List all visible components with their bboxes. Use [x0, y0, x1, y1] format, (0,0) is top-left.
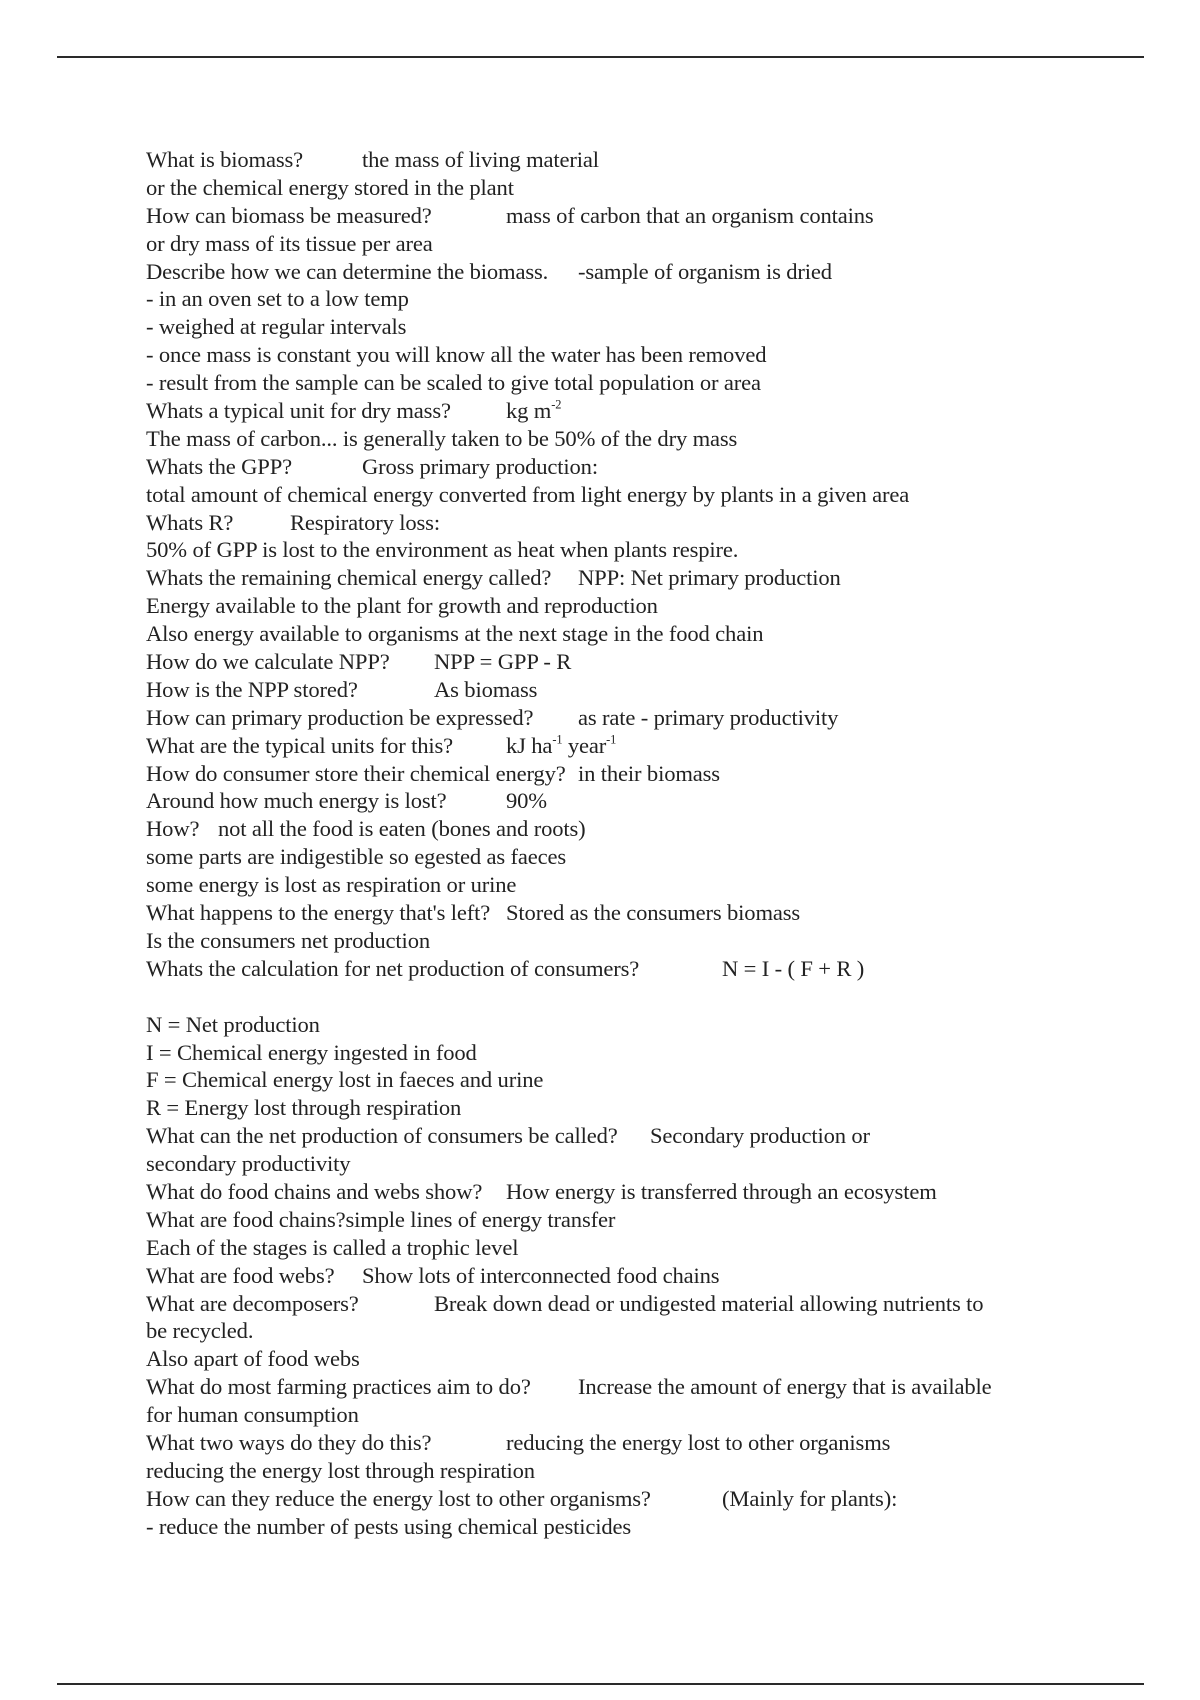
note-text: 50% of GPP is lost to the environment as heat when plants respire. [146, 537, 739, 563]
note-line [146, 815, 1146, 843]
answer-text [506, 397, 561, 425]
note-line [146, 230, 1146, 258]
note-text: or dry mass of its tissue per area [146, 230, 433, 256]
note-line [146, 1457, 1146, 1485]
note-line [146, 592, 1146, 620]
note-line [146, 453, 1146, 481]
answer-text [578, 704, 838, 732]
answer-text [578, 1373, 991, 1401]
answer-value: -sample of organism is dried [578, 258, 832, 284]
note-line [146, 313, 1146, 341]
note-line [146, 1317, 1146, 1345]
note-text: - result from the sample can be scaled to give total population or area [146, 370, 761, 396]
notes-body [146, 146, 1146, 1541]
note-line [146, 1206, 1146, 1234]
note-text: - in an oven set to a low temp [146, 286, 409, 312]
note-text: Each of the stages is called a trophic level [146, 1234, 519, 1260]
unit-exponent: -2 [551, 397, 562, 412]
note-line [146, 843, 1146, 871]
answer-value: Increase the amount of energy that is available [578, 1374, 992, 1400]
footer-rule [57, 1683, 1144, 1685]
answer-value-2: year [562, 732, 607, 758]
answer-value: As biomass [434, 676, 538, 702]
header-rule [57, 56, 1144, 58]
note-text: - reduce the number of pests using chemical pesticides [146, 1513, 632, 1539]
answer-text [578, 258, 832, 286]
answer-value: Break down dead or undigested material allowing nutrients to [434, 1290, 984, 1316]
answer-value: Secondary production or [650, 1123, 870, 1149]
note-line [146, 481, 1146, 509]
question-text: What can the net production of consumers be called? [146, 1123, 618, 1149]
note-text: for human consumption [146, 1402, 359, 1428]
question-text: How can primary production be expressed? [146, 704, 534, 730]
note-text: Also energy available to organisms at the next stage in the food chain [146, 621, 764, 647]
note-line [146, 202, 1146, 230]
answer-value: Gross primary production: [362, 453, 598, 479]
answer-text [290, 509, 440, 537]
answer-text [434, 1290, 983, 1318]
note-line [146, 1513, 1146, 1541]
note-line [146, 1485, 1146, 1513]
answer-value: (Mainly for plants): [722, 1485, 898, 1511]
blank-line [146, 983, 1146, 1011]
note-text: Is the consumers net production [146, 927, 430, 953]
answer-value: as rate - primary productivity [578, 704, 839, 730]
note-text: What are food chains?simple lines of energy transfer [146, 1206, 616, 1232]
note-text: be recycled. [146, 1318, 254, 1344]
note-text: - once mass is constant you will know all the water has been removed [146, 342, 767, 368]
question-text: Whats R? [146, 509, 234, 535]
note-line [146, 648, 1146, 676]
answer-value: Show lots of interconnected food chains [362, 1262, 720, 1288]
note-line [146, 1373, 1146, 1401]
answer-text [362, 453, 598, 481]
answer-text [578, 760, 720, 788]
note-line [146, 397, 1146, 425]
answer-value: 90% [506, 788, 547, 814]
note-line [146, 285, 1146, 313]
note-line [146, 341, 1146, 369]
note-line [146, 1401, 1146, 1429]
note-line [146, 1290, 1146, 1318]
question-text: What are decomposers? [146, 1290, 359, 1316]
question-text: How? [146, 816, 200, 842]
note-line [146, 704, 1146, 732]
unit-exponent: -1 [552, 732, 563, 747]
answer-value: in their biomass [578, 760, 720, 786]
note-line [146, 1429, 1146, 1457]
note-line [146, 369, 1146, 397]
question-text: Whats a typical unit for dry mass? [146, 398, 451, 424]
note-text: The mass of carbon... is generally taken to be 50% of the dry mass [146, 425, 738, 451]
answer-text [578, 564, 841, 592]
note-line [146, 787, 1146, 815]
answer-text [722, 1485, 897, 1513]
note-text: Energy available to the plant for growth and reproduction [146, 593, 658, 619]
note-line [146, 1066, 1146, 1094]
answer-text [434, 648, 571, 676]
answer-text [362, 1262, 719, 1290]
question-text: How can they reduce the energy lost to other organisms? [146, 1485, 651, 1511]
answer-value: N = I - ( F + R ) [722, 955, 865, 981]
note-line [146, 1345, 1146, 1373]
answer-value: the mass of living material [362, 147, 599, 172]
question-text: How can biomass be measured? [146, 202, 432, 228]
question-text: Whats the remaining chemical energy called? [146, 565, 552, 591]
question-text: Around how much energy is lost? [146, 788, 447, 814]
question-text: Whats the calculation for net production of consumers? [146, 955, 640, 981]
note-text: or the chemical energy stored in the plant [146, 174, 514, 200]
answer-text [218, 815, 586, 843]
answer-text [506, 899, 800, 927]
answer-value: How energy is transferred through an ecosystem [506, 1178, 937, 1204]
answer-text [506, 1429, 890, 1457]
answer-text [722, 955, 864, 983]
note-line [146, 174, 1146, 202]
answer-value: mass of carbon that an organism contains [506, 202, 874, 228]
note-line [146, 1122, 1146, 1150]
note-line [146, 425, 1146, 453]
note-line [146, 146, 1146, 174]
note-line [146, 1011, 1146, 1039]
note-line [146, 620, 1146, 648]
answer-value: not all the food is eaten (bones and roots) [218, 816, 586, 842]
note-line [146, 1039, 1146, 1067]
note-text: reducing the energy lost through respiration [146, 1457, 535, 1483]
note-line [146, 1262, 1146, 1290]
note-text: I = Chemical energy ingested in food [146, 1039, 477, 1065]
note-line [146, 676, 1146, 704]
question-text: How do we calculate NPP? [146, 649, 390, 675]
answer-value: kJ ha [506, 732, 553, 758]
note-line [146, 536, 1146, 564]
note-line [146, 732, 1146, 760]
note-text: - weighed at regular intervals [146, 314, 407, 340]
answer-text [434, 676, 537, 704]
note-line [146, 955, 1146, 983]
note-text: some energy is lost as respiration or urine [146, 872, 517, 898]
note-text: R = Energy lost through respiration [146, 1095, 462, 1121]
note-text: some parts are indigestible so egested as faeces [146, 844, 567, 870]
note-line [146, 564, 1146, 592]
question-text: Describe how we can determine the biomass. [146, 258, 549, 284]
question-text: How is the NPP stored? [146, 676, 358, 702]
question-text: What are food webs? [146, 1262, 335, 1288]
note-line [146, 899, 1146, 927]
note-text: total amount of chemical energy converted from light energy by plants in a given area [146, 481, 910, 507]
answer-text [506, 202, 874, 230]
note-line [146, 1178, 1146, 1206]
answer-value: kg m [506, 398, 552, 424]
question-text: What happens to the energy that's left? [146, 900, 491, 926]
answer-value: Respiratory loss: [290, 509, 440, 535]
note-text: Also apart of food webs [146, 1346, 360, 1372]
note-line [146, 871, 1146, 899]
question-text: What are the typical units for this? [146, 732, 454, 758]
answer-text [650, 1122, 870, 1150]
note-line [146, 927, 1146, 955]
answer-text [506, 1178, 937, 1206]
note-line [146, 1094, 1146, 1122]
note-line [146, 258, 1146, 286]
answer-value: Stored as the consumers biomass [506, 900, 801, 926]
unit-exponent: -1 [606, 732, 617, 747]
answer-text [506, 732, 616, 760]
answer-value: NPP: Net primary production [578, 565, 841, 591]
note-text: N = Net production [146, 1011, 320, 1037]
question-text: What two ways do they do this? [146, 1429, 432, 1455]
question-text: How do consumer store their chemical energy? [146, 760, 566, 786]
answer-value: reducing the energy lost to other organisms [506, 1429, 891, 1455]
note-line [146, 1234, 1146, 1262]
note-line [146, 760, 1146, 788]
note-line [146, 509, 1146, 537]
question-text: What do food chains and webs show? [146, 1178, 483, 1204]
answer-text [362, 146, 599, 174]
answer-text [506, 787, 547, 815]
note-text: secondary productivity [146, 1151, 351, 1177]
question-text: Whats the GPP? [146, 453, 292, 479]
answer-value: NPP = GPP - R [434, 649, 572, 675]
note-text: F = Chemical energy lost in faeces and urine [146, 1067, 544, 1093]
question-text: What do most farming practices aim to do? [146, 1374, 531, 1400]
note-line [146, 1150, 1146, 1178]
question-text: What is biomass? [146, 147, 303, 172]
